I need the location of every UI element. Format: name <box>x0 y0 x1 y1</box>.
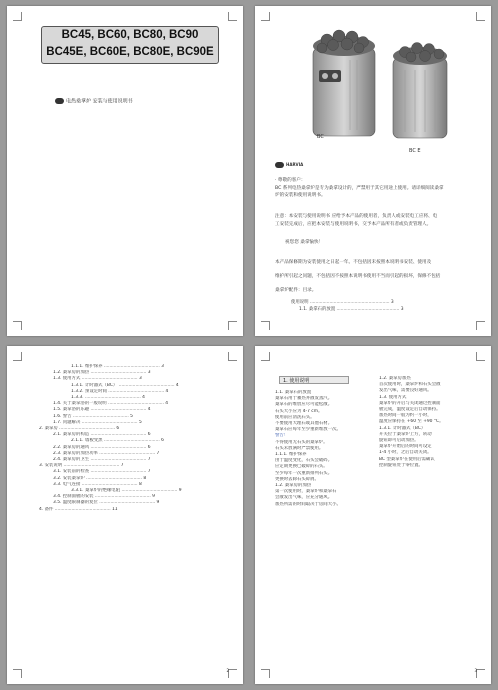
toc-entry[interactable]: 3.4. 控制面板的安装 ........................................ 9 <box>53 494 155 500</box>
toc-entry[interactable]: 1.2. 桑拿房的加热 ........................................ 3 <box>53 370 151 376</box>
warranty-line: 桑拿炉配件：目录。 <box>275 288 317 293</box>
toc-entry[interactable]: 2. 桑拿房 ........................................ 6 <box>39 426 120 432</box>
text-line: 石头大小应为 4-7 cm。 <box>275 408 323 414</box>
text-line: 不要使用大理石或其他石材。 <box>275 421 333 427</box>
brand-logo <box>275 162 303 168</box>
text-line: 由于温度变化，石头会破碎。 <box>275 458 333 464</box>
text-line: BC 型桑拿炉在使用后需确认 <box>379 456 435 462</box>
left-column <box>275 390 375 508</box>
text-line: 会散发出气味，应充分通风。 <box>275 495 333 501</box>
brand-logo-text: HARVIA <box>286 162 304 167</box>
toc-entry[interactable]: 4. 备件 ........................................ 11 <box>39 506 118 512</box>
text-line: 首次使用时，桑拿炉和石头会散 <box>379 382 441 388</box>
crop-mark <box>228 669 237 678</box>
toc-entry[interactable]: 3.1. 安装前的检查 ........................................ 7 <box>53 469 151 475</box>
model-title-line2: BC45E, BC60E, BC80E, BC90E <box>46 46 214 58</box>
toc-entry[interactable]: 3.2. 安装桑拿炉 ........................................ 8 <box>53 475 147 481</box>
model-title-line1: BC45, BC60, BC80, BC90 <box>61 29 199 41</box>
text-line: 1.3. 使用方式 <box>379 394 407 400</box>
toc-entry[interactable]: 1.1. 桑拿石的放置 ............................................. 3 <box>299 307 404 312</box>
text-line: 开关位于桑拿炉上方，转动 <box>379 431 432 437</box>
text-line: 加热所需的时间取决于房间大小。 <box>275 501 341 507</box>
text-line: 发出气味，需要良好通风。 <box>379 388 432 394</box>
crop-mark <box>476 352 485 361</box>
crop-mark <box>13 352 22 361</box>
toc-entry[interactable]: 2.3. 桑拿房的加热功率 ........................................ 7 <box>53 450 160 456</box>
note-line: 注意：本安装与使用说明书 应给予本产品的使用者，负责人或安装电工应将、电 <box>275 214 438 219</box>
text-line: 警告！ <box>275 433 289 439</box>
text-line: 不得使用无石头的桑拿炉。 <box>275 439 328 445</box>
toc-entry[interactable]: 使用说明 ......................................................... 3 <box>291 300 394 305</box>
text-line: 1.2. 桑拿房的加热 <box>275 483 312 489</box>
text-line: 1.1. 桑拿石的放置 <box>275 390 312 395</box>
crop-mark <box>13 321 22 330</box>
toc-entry[interactable]: 3. 安装说明 ........................................ 7 <box>39 463 124 469</box>
toc-entry[interactable]: 1.6. 警告 ........................................ 5 <box>53 413 133 419</box>
crop-mark <box>261 12 270 21</box>
text-line: 旋钮即可启动加热。 <box>379 438 419 444</box>
crop-mark <box>261 321 270 330</box>
cover-subtitle <box>55 98 133 105</box>
crop-mark <box>228 352 237 361</box>
text-line: 使用前应清洗石头。 <box>275 414 315 420</box>
toc-entry[interactable]: 1.3.2. 预设定时间 ........................................ 4 <box>71 388 169 394</box>
text-line: 1.1.1. 维护保养 <box>275 452 307 458</box>
text-line: 1-4 小时，之后自动关闭。 <box>379 450 432 456</box>
page-toc <box>7 346 243 684</box>
crop-mark <box>476 321 485 330</box>
crop-mark <box>476 12 485 21</box>
text-line: 加热时间一般为约一小时， <box>379 413 432 419</box>
right-column <box>379 376 475 469</box>
text-line: 桑拿炉的开启与关闭通过控制面 <box>379 400 441 406</box>
page-number: 2 <box>226 668 229 673</box>
intro-line: 炉的安装和使用说明书。 <box>275 193 326 198</box>
text-line: 应定期更换已破碎的石头。 <box>275 464 328 470</box>
intro-line: BC 系列电热桑拿炉是专为桑拿设计的，严禁用于其它用途上使用。请详细阅读桑拿 <box>275 186 444 191</box>
toc-entry[interactable]: 1.3.3. ........................................ 4 <box>71 395 145 401</box>
brand-logo-icon <box>55 98 64 104</box>
text-line: 桑拿石用于蓄热并散发蒸汽。 <box>275 396 333 402</box>
section-heading: 1. 使用说明 <box>279 376 349 384</box>
crop-mark <box>228 12 237 21</box>
image-label-bce: BC E <box>409 148 421 154</box>
wish-line: 祝您您 桑拿愉快！ <box>285 240 324 245</box>
toc-entry[interactable]: 3.3. 电气连接 ........................................ 8 <box>53 481 142 487</box>
text-line: 桑拿石的堆放应尽可能松散。 <box>275 402 333 408</box>
warranty-line: 维护所引起之问题，不包括因不按照本说明书使用不当而引起的损坏，保修不包括 <box>275 274 441 279</box>
toc-entry[interactable]: 2.1. 桑拿房的构造 ........................................ 6 <box>53 432 151 438</box>
toc-entry[interactable]: 1.1.1. 维护保养 ........................................ 3 <box>71 364 164 369</box>
page-cover <box>7 6 243 336</box>
toc-entry[interactable]: 2.2. 桑拿房的通风 ........................................ 6 <box>53 444 151 450</box>
toc-entry[interactable]: 1.4. 关于桑拿浴的一般说明 ........................................ 4 <box>53 401 169 407</box>
crop-mark <box>13 669 22 678</box>
toc-entry[interactable]: 2.4. 桑拿房的卫生 ........................................ 7 <box>53 457 151 463</box>
warranty-line: 本产品保修期为安装使用之日起一年。不包括因未按照本说明书安装、使用及 <box>275 260 432 265</box>
crop-mark <box>13 12 22 21</box>
greeting: · 尊敬的客户： <box>275 178 306 183</box>
cover-subtitle-text: 电热桑拿炉 安装与使用说明书 <box>66 98 133 105</box>
toc-entry[interactable]: 3.5. 温度限制器的复位 ........................................ 9 <box>53 500 160 506</box>
page-number: 3 <box>474 668 477 673</box>
toc-list <box>25 364 225 513</box>
text-line: 更换时去除石头碎屑。 <box>275 476 319 482</box>
model-title-box <box>41 26 219 64</box>
crop-mark <box>261 669 270 678</box>
toc-entry[interactable]: 1.5. 桑拿浴的乐趣 ........................................ 4 <box>53 407 151 413</box>
toc-entry[interactable]: 3.3.1. 桑拿炉的绝缘电阻 ........................................ 9 <box>71 488 182 494</box>
text-line: 桑拿石应每年至少重新堆放一次。 <box>275 427 341 433</box>
text-line: 控制旋钮处于零位置。 <box>379 462 423 468</box>
text-line: 板完成，温度设定后自动保持。 <box>379 407 441 413</box>
note-line: 工安装完成后，应把本安装与使用说明书，交予本产品所有者或负责管理人。 <box>275 222 432 227</box>
toc-entry[interactable]: 1.7. 问题解决 ........................................ 5 <box>53 419 142 425</box>
text-line: 1.3.1. 计时器式（BC） <box>379 425 426 431</box>
crop-mark <box>261 352 270 361</box>
page-instructions <box>255 346 491 684</box>
text-line: 温度应保持在 +60 至 +90 °C。 <box>379 419 444 425</box>
toc-entry[interactable]: 1.3.1. 计时器式（BC） ........................................ 4 <box>71 382 179 388</box>
crop-mark <box>476 669 485 678</box>
page-intro <box>255 6 491 336</box>
toc-entry[interactable]: 1.3. 使用方式 ........................................ 3 <box>53 376 142 382</box>
image-label-bc: BC <box>317 134 324 140</box>
heater-product-image <box>305 20 455 160</box>
brand-logo-icon <box>275 162 284 168</box>
text-line: 1.2. 桑拿房加热 <box>379 376 411 381</box>
text-line: 桑拿炉开始后的时间可设定 <box>379 444 432 450</box>
text-line: 第一次使用时，桑拿炉和桑拿石 <box>275 489 337 495</box>
crop-mark <box>228 321 237 330</box>
toc-entry[interactable]: 2.1.1. 墙板变黑 ........................................ 6 <box>71 438 164 444</box>
text-line: 石头未放满时严禁使用。 <box>275 445 324 451</box>
text-line: 至少每年一次重新排列石头。 <box>275 470 333 476</box>
